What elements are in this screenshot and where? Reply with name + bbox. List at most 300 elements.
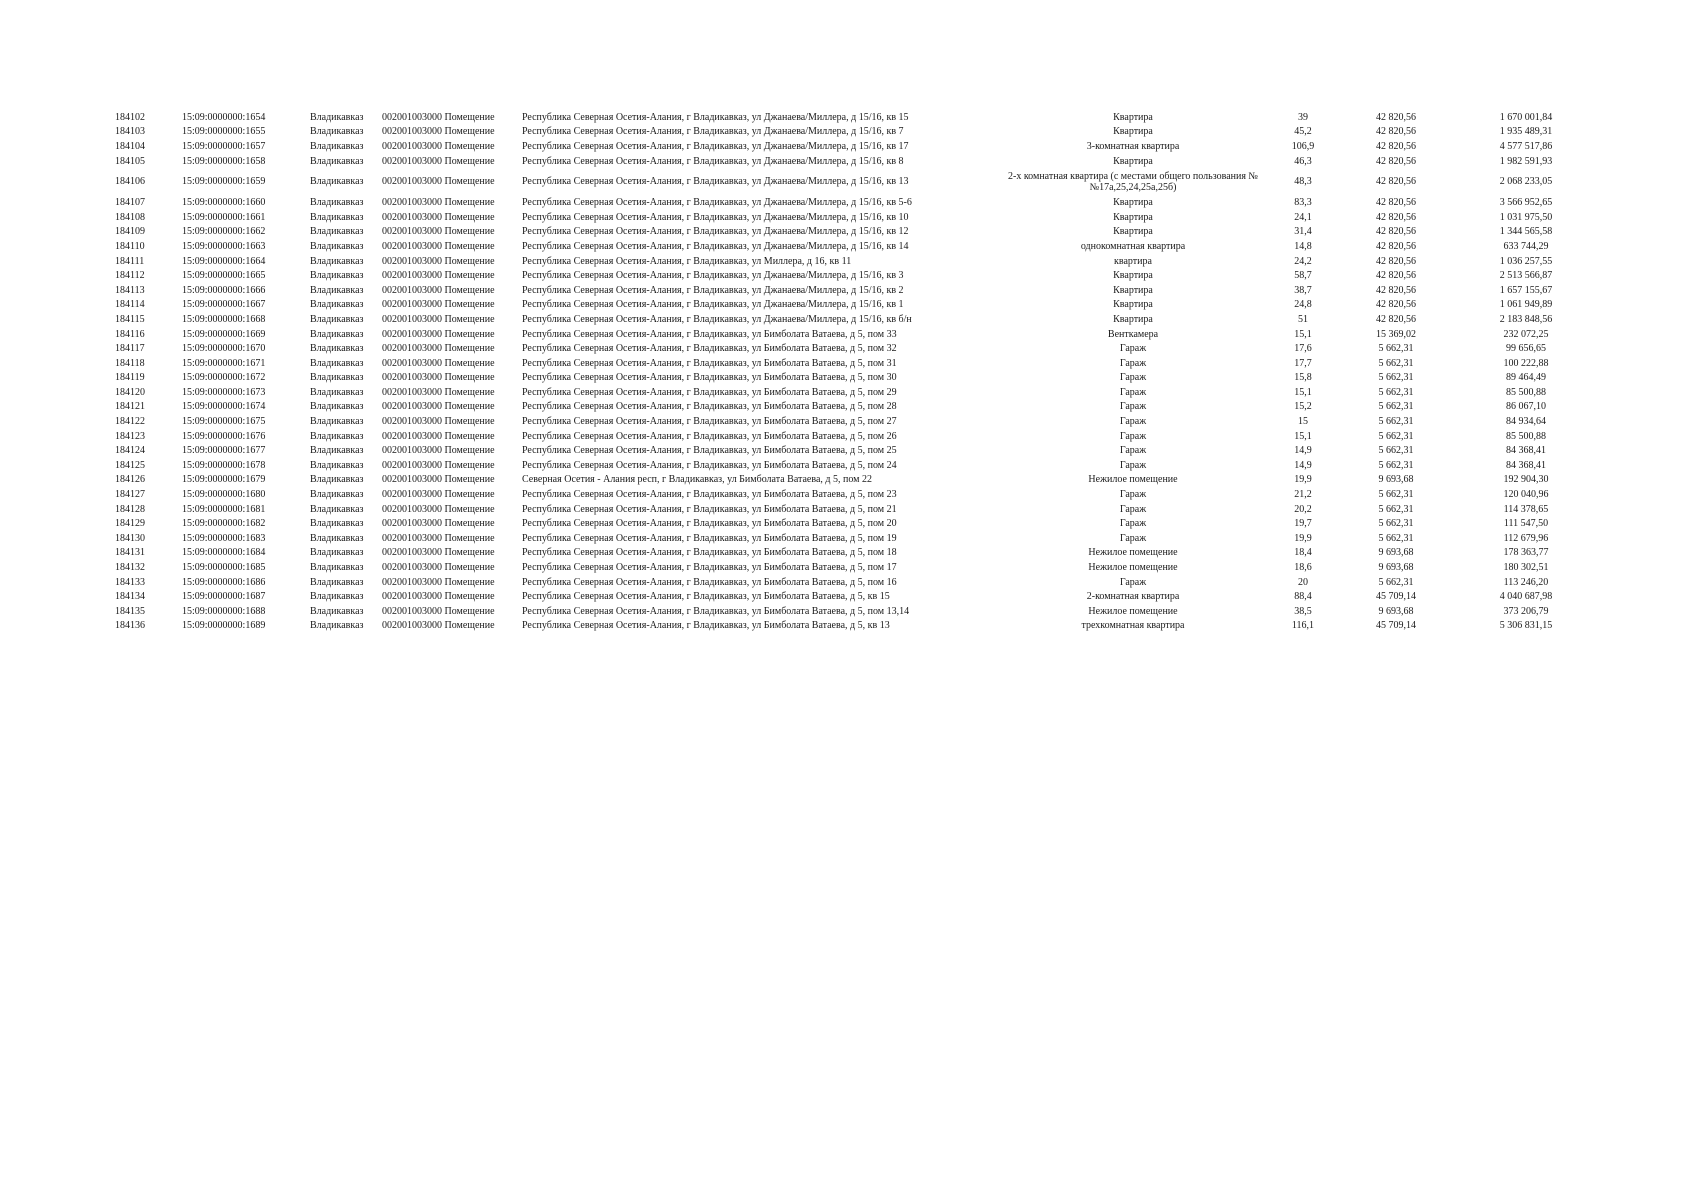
cell-cadastral-value: 3 566 952,65: [1499, 197, 1553, 209]
margin-spacer: [1597, 239, 1697, 254]
cell-address: Республика Северная Осетия-Алания, г Владикавказ, ул Бимболата Ватаева, д 5, пом 26: [522, 430, 897, 442]
table-row: [0, 487, 1697, 502]
cell-object-code: 002001003000 Помещение: [382, 474, 495, 486]
cell-cadastral-value: 1 036 257,55: [1499, 255, 1553, 267]
cell-cadastral-value: 2 183 848,56: [1499, 313, 1553, 325]
cell-object-code: 002001003000 Помещение: [382, 155, 495, 167]
cell-area: 15,1: [1294, 430, 1312, 442]
margin-spacer: [1597, 268, 1697, 283]
cell-object-code: 002001003000 Помещение: [382, 111, 495, 123]
cell-area: 39: [1298, 111, 1308, 123]
margin-spacer: [1597, 195, 1697, 210]
cell-cadastral-number: 15:09:0000000:1664: [182, 255, 266, 267]
cell-object-code: 002001003000 Помещение: [382, 357, 495, 369]
cell-record-id: 184127: [115, 489, 145, 501]
cell-rate-per-sqm: 45 709,14: [1376, 591, 1416, 603]
cell-object-code: 002001003000 Помещение: [382, 226, 495, 238]
cell-area: 38,7: [1294, 284, 1312, 296]
cell-rate-per-sqm: 5 662,31: [1378, 416, 1414, 428]
cell-premises-type: Гараж: [1119, 445, 1147, 457]
cell-rate-per-sqm: 42 820,56: [1376, 284, 1416, 296]
margin-spacer: [1597, 298, 1697, 313]
cell-object-code: 002001003000 Помещение: [382, 605, 495, 617]
cell-address: Республика Северная Осетия-Алания, г Владикавказ, ул Бимболата Ватаева, д 5, пом 33: [522, 328, 897, 340]
cell-area: 46,3: [1294, 155, 1312, 167]
table-row: [0, 239, 1697, 254]
cell-cadastral-value: 232 072,25: [1503, 328, 1549, 340]
cell-rate-per-sqm: 42 820,56: [1376, 240, 1416, 252]
cell-area: 15,1: [1294, 386, 1312, 398]
cell-object-code: 002001003000 Помещение: [382, 372, 495, 384]
cell-object-code: 002001003000 Помещение: [382, 503, 495, 515]
cell-cadastral-number: 15:09:0000000:1666: [182, 284, 266, 296]
cell-address: Республика Северная Осетия-Алания, г Владикавказ, ул Бимболата Ватаева, д 5, пом 29: [522, 386, 897, 398]
cell-city: Владикавказ: [310, 562, 364, 574]
cell-premises-type: 3-комнатная квартира: [1086, 140, 1180, 152]
cell-object-code: 002001003000 Помещение: [382, 620, 495, 632]
cell-rate-per-sqm: 5 662,31: [1378, 576, 1414, 588]
cell-record-id: 184106: [115, 176, 145, 188]
cell-city: Владикавказ: [310, 430, 364, 442]
cell-object-code: 002001003000 Помещение: [382, 211, 495, 223]
cell-address: Республика Северная Осетия-Алания, г Владикавказ, ул Джанаева/Миллера, д 15/16, кв 13: [522, 176, 909, 188]
cell-city: Владикавказ: [310, 140, 364, 152]
cell-object-code: 002001003000 Помещение: [382, 343, 495, 355]
cell-record-id: 184103: [115, 126, 145, 138]
cell-area: 19,9: [1294, 532, 1312, 544]
cell-cadastral-value: 112 679,96: [1503, 532, 1549, 544]
cell-record-id: 184110: [115, 240, 145, 252]
cell-city: Владикавказ: [310, 591, 364, 603]
cell-address: Республика Северная Осетия-Алания, г Владикавказ, ул Бимболата Ватаева, д 5, пом 32: [522, 343, 897, 355]
cell-area: 15,1: [1294, 328, 1312, 340]
cell-object-code: 002001003000 Помещение: [382, 313, 495, 325]
cell-cadastral-value: 89 464,49: [1506, 372, 1546, 384]
cell-address: Республика Северная Осетия-Алания, г Владикавказ, ул Бимболата Ватаева, д 5, пом 23: [522, 489, 897, 501]
cell-rate-per-sqm: 5 662,31: [1378, 357, 1414, 369]
cell-record-id: 184123: [115, 430, 145, 442]
table-row: [0, 298, 1697, 313]
cell-address: Республика Северная Осетия-Алания, г Владикавказ, ул Джанаева/Миллера, д 15/16, кв 17: [522, 140, 909, 152]
cell-cadastral-number: 15:09:0000000:1657: [182, 140, 266, 152]
cell-cadastral-value: 86 067,10: [1506, 401, 1546, 413]
cell-object-code: 002001003000 Помещение: [382, 416, 495, 428]
cell-area: 18,6: [1294, 562, 1312, 574]
margin-spacer: [1597, 531, 1697, 546]
margin-spacer: [1597, 604, 1697, 619]
cell-area: 14,9: [1294, 459, 1312, 471]
cell-city: Владикавказ: [310, 176, 364, 188]
cell-city: Владикавказ: [310, 226, 364, 238]
cell-address: Республика Северная Осетия-Алания, г Владикавказ, ул Джанаева/Миллера, д 15/16, кв 1: [522, 299, 904, 311]
cell-address: Республика Северная Осетия-Алания, г Владикавказ, ул Бимболата Ватаева, д 5, пом 19: [522, 532, 897, 544]
cell-cadastral-number: 15:09:0000000:1673: [182, 386, 266, 398]
cell-object-code: 002001003000 Помещение: [382, 401, 495, 413]
cell-city: Владикавказ: [310, 255, 364, 267]
cell-cadastral-value: 1 061 949,89: [1499, 299, 1553, 311]
margin-spacer: [1597, 125, 1697, 140]
table-row: [0, 560, 1697, 575]
cell-object-code: 002001003000 Помещение: [382, 489, 495, 501]
margin-spacer: [1597, 385, 1697, 400]
cell-cadastral-value: 5 306 831,15: [1499, 620, 1553, 632]
cell-object-code: 002001003000 Помещение: [382, 197, 495, 209]
cell-address: Республика Северная Осетия-Алания, г Владикавказ, ул Бимболата Ватаева, д 5, пом 17: [522, 562, 897, 574]
cell-cadastral-number: 15:09:0000000:1683: [182, 532, 266, 544]
margin-spacer: [1597, 473, 1697, 488]
cell-city: Владикавказ: [310, 620, 364, 632]
cell-area: 24,2: [1294, 255, 1312, 267]
cell-address: Республика Северная Осетия-Алания, г Владикавказ, ул Бимболата Ватаева, д 5, пом 16: [522, 576, 897, 588]
cell-premises-type: Квартира: [1113, 313, 1153, 325]
cell-premises-type: Нежилое помещение: [1088, 562, 1178, 574]
cell-rate-per-sqm: 42 820,56: [1376, 313, 1416, 325]
cell-record-id: 184132: [115, 562, 145, 574]
table-row: [0, 400, 1697, 415]
cell-cadastral-value: 4 577 517,86: [1499, 140, 1553, 152]
cell-record-id: 184128: [115, 503, 145, 515]
cell-object-code: 002001003000 Помещение: [382, 126, 495, 138]
cell-cadastral-value: 2 513 566,87: [1499, 270, 1553, 282]
margin-spacer: [1597, 210, 1697, 225]
cell-rate-per-sqm: 9 693,68: [1378, 547, 1414, 559]
cell-premises-type: Гараж: [1119, 430, 1147, 442]
cell-record-id: 184114: [115, 299, 145, 311]
cell-cadastral-number: 15:09:0000000:1688: [182, 605, 266, 617]
cell-address: Республика Северная Осетия-Алания, г Владикавказ, ул Джанаева/Миллера, д 15/16, кв 14: [522, 240, 909, 252]
cell-cadastral-number: 15:09:0000000:1655: [182, 126, 266, 138]
cell-object-code: 002001003000 Помещение: [382, 445, 495, 457]
cell-object-code: 002001003000 Помещение: [382, 284, 495, 296]
margin-spacer: [1597, 254, 1697, 269]
cell-address: Республика Северная Осетия-Алания, г Владикавказ, ул Джанаева/Миллера, д 15/16, кв 8: [522, 155, 904, 167]
table-row: [0, 139, 1697, 154]
cell-record-id: 184115: [115, 313, 145, 325]
cell-premises-type: Гараж: [1119, 416, 1147, 428]
cell-cadastral-number: 15:09:0000000:1665: [182, 270, 266, 282]
cell-area: 24,1: [1294, 211, 1312, 223]
cell-address: Республика Северная Осетия-Алания, г Владикавказ, ул Бимболата Ватаева, д 5, пом 25: [522, 445, 897, 457]
cell-area: 20: [1298, 576, 1308, 588]
margin-spacer: [1597, 414, 1697, 429]
cell-area: 20,2: [1294, 503, 1312, 515]
cell-address: Республика Северная Осетия-Алания, г Владикавказ, ул Джанаева/Миллера, д 15/16, кв 10: [522, 211, 909, 223]
margin-spacer: [1597, 356, 1697, 371]
cell-city: Владикавказ: [310, 155, 364, 167]
cell-record-id: 184109: [115, 226, 145, 238]
cell-premises-type: Гараж: [1119, 518, 1147, 530]
cell-city: Владикавказ: [310, 489, 364, 501]
cell-rate-per-sqm: 42 820,56: [1376, 211, 1416, 223]
cell-record-id: 184125: [115, 459, 145, 471]
cell-address: Республика Северная Осетия-Алания, г Владикавказ, ул Джанаева/Миллера, д 15/16, кв 7: [522, 126, 904, 138]
cell-address: Республика Северная Осетия-Алания, г Владикавказ, ул Бимболата Ватаева, д 5, пом 28: [522, 401, 897, 413]
cell-record-id: 184113: [115, 284, 145, 296]
cell-object-code: 002001003000 Помещение: [382, 562, 495, 574]
cell-premises-type: Квартира: [1113, 226, 1153, 238]
table-row: [0, 502, 1697, 517]
cell-object-code: 002001003000 Помещение: [382, 386, 495, 398]
cell-city: Владикавказ: [310, 503, 364, 515]
table-row: [0, 356, 1697, 371]
cell-cadastral-number: 15:09:0000000:1668: [182, 313, 266, 325]
cell-address: Республика Северная Осетия-Алания, г Владикавказ, ул Джанаева/Миллера, д 15/16, кв 15: [522, 111, 909, 123]
cell-cadastral-number: 15:09:0000000:1684: [182, 547, 266, 559]
margin-spacer: [1597, 139, 1697, 154]
margin-spacer: [1597, 371, 1697, 386]
cell-premises-type: Квартира: [1113, 284, 1153, 296]
cell-city: Владикавказ: [310, 372, 364, 384]
cell-cadastral-value: 178 363,77: [1503, 547, 1549, 559]
table-row: [0, 546, 1697, 561]
margin-spacer: [1597, 283, 1697, 298]
cell-premises-type: Квартира: [1113, 211, 1153, 223]
table-row: [0, 254, 1697, 269]
cell-address: Республика Северная Осетия-Алания, г Владикавказ, ул Джанаева/Миллера, д 15/16, кв 12: [522, 226, 909, 238]
cell-city: Владикавказ: [310, 270, 364, 282]
cell-record-id: 184129: [115, 518, 145, 530]
cell-premises-type: Квартира: [1113, 111, 1153, 123]
cell-record-id: 184116: [115, 328, 145, 340]
cell-cadastral-number: 15:09:0000000:1671: [182, 357, 266, 369]
cell-cadastral-value: 373 206,79: [1503, 605, 1549, 617]
cell-cadastral-number: 15:09:0000000:1660: [182, 197, 266, 209]
cell-address: Республика Северная Осетия-Алания, г Владикавказ, ул Бимболата Ватаева, д 5, пом 21: [522, 503, 897, 515]
cell-rate-per-sqm: 42 820,56: [1376, 176, 1416, 188]
margin-spacer: [1597, 575, 1697, 590]
cell-address: Республика Северная Осетия-Алания, г Владикавказ, ул Бимболата Ватаева, д 5, кв 13: [522, 620, 890, 632]
cell-object-code: 002001003000 Помещение: [382, 459, 495, 471]
table-row: [0, 125, 1697, 140]
cell-cadastral-value: 1 031 975,50: [1499, 211, 1553, 223]
cell-city: Владикавказ: [310, 299, 364, 311]
cell-rate-per-sqm: 42 820,56: [1376, 155, 1416, 167]
cell-address: Республика Северная Осетия-Алания, г Владикавказ, ул Бимболата Ватаева, д 5, пом 30: [522, 372, 897, 384]
cell-premises-type: Нежилое помещение: [1088, 474, 1178, 486]
property-table: [0, 110, 1697, 633]
cell-rate-per-sqm: 42 820,56: [1376, 270, 1416, 282]
cell-record-id: 184102: [115, 111, 145, 123]
cell-record-id: 184135: [115, 605, 145, 617]
margin-spacer: [1597, 619, 1697, 634]
cell-object-code: 002001003000 Помещение: [382, 591, 495, 603]
table-row: [0, 168, 1697, 195]
cell-record-id: 184134: [115, 591, 145, 603]
cell-area: 19,7: [1294, 518, 1312, 530]
cell-cadastral-value: 4 040 687,98: [1499, 591, 1553, 603]
cell-area: 15,2: [1294, 401, 1312, 413]
cell-area: 51: [1298, 313, 1308, 325]
table-row: [0, 619, 1697, 634]
table-row: [0, 312, 1697, 327]
cell-premises-type: Гараж: [1119, 576, 1147, 588]
cell-premises-type: Гараж: [1119, 386, 1147, 398]
cell-area: 83,3: [1294, 197, 1312, 209]
cell-area: 88,4: [1294, 591, 1312, 603]
cell-city: Владикавказ: [310, 459, 364, 471]
margin-spacer: [1597, 400, 1697, 415]
cell-address: Республика Северная Осетия-Алания, г Владикавказ, ул Бимболата Ватаева, д 5, пом 31: [522, 357, 897, 369]
cell-area: 116,1: [1291, 620, 1315, 632]
cell-address: Республика Северная Осетия-Алания, г Владикавказ, ул Джанаева/Миллера, д 15/16, кв 3: [522, 270, 904, 282]
cell-city: Владикавказ: [310, 284, 364, 296]
cell-object-code: 002001003000 Помещение: [382, 518, 495, 530]
cell-city: Владикавказ: [310, 126, 364, 138]
cell-cadastral-number: 15:09:0000000:1663: [182, 240, 266, 252]
cell-cadastral-value: 84 934,64: [1506, 416, 1546, 428]
cell-record-id: 184130: [115, 532, 145, 544]
cell-cadastral-number: 15:09:0000000:1659: [182, 176, 266, 188]
cell-premises-type: Квартира: [1113, 299, 1153, 311]
cell-rate-per-sqm: 5 662,31: [1378, 343, 1414, 355]
cell-object-code: 002001003000 Помещение: [382, 576, 495, 588]
table-row: [0, 268, 1697, 283]
cell-cadastral-value: 180 302,51: [1503, 562, 1549, 574]
margin-spacer: [1597, 225, 1697, 240]
cell-premises-type: 2-х комнатная квартира (с местами общего пользования №№17а,25,24,25а,25б): [1008, 170, 1258, 193]
cell-record-id: 184107: [115, 197, 145, 209]
cell-address: Республика Северная Осетия-Алания, г Владикавказ, ул Бимболата Ватаева, д 5, пом 13,14: [522, 605, 910, 617]
cell-record-id: 184136: [115, 620, 145, 632]
cell-record-id: 184119: [115, 372, 145, 384]
table-row: [0, 371, 1697, 386]
cell-object-code: 002001003000 Помещение: [382, 270, 495, 282]
cell-area: 14,9: [1294, 445, 1312, 457]
cell-cadastral-number: 15:09:0000000:1682: [182, 518, 266, 530]
cell-city: Владикавказ: [310, 211, 364, 223]
cell-cadastral-value: 85 500,88: [1506, 430, 1546, 442]
cell-rate-per-sqm: 5 662,31: [1378, 459, 1414, 471]
cell-premises-type: Квартира: [1113, 126, 1153, 138]
cell-premises-type: Гараж: [1119, 503, 1147, 515]
table-row: [0, 458, 1697, 473]
cell-rate-per-sqm: 5 662,31: [1378, 518, 1414, 530]
margin-spacer: [1597, 312, 1697, 327]
cell-address: Республика Северная Осетия-Алания, г Владикавказ, ул Джанаева/Миллера, д 15/16, кв б/н: [522, 313, 912, 325]
cell-record-id: 184133: [115, 576, 145, 588]
cell-city: Владикавказ: [310, 474, 364, 486]
cell-address: Республика Северная Осетия-Алания, г Владикавказ, ул Миллера, д 16, кв 11: [522, 255, 852, 267]
cell-area: 18,4: [1294, 547, 1312, 559]
cell-cadastral-number: 15:09:0000000:1675: [182, 416, 266, 428]
cell-city: Владикавказ: [310, 197, 364, 209]
cell-address: Республика Северная Осетия-Алания, г Владикавказ, ул Бимболата Ватаева, д 5, пом 18: [522, 547, 897, 559]
cell-cadastral-number: 15:09:0000000:1679: [182, 474, 266, 486]
cell-premises-type: Гараж: [1119, 343, 1147, 355]
cell-cadastral-value: 84 368,41: [1506, 459, 1546, 471]
cell-rate-per-sqm: 42 820,56: [1376, 255, 1416, 267]
cell-object-code: 002001003000 Помещение: [382, 430, 495, 442]
table-row: [0, 429, 1697, 444]
cell-area: 58,7: [1294, 270, 1312, 282]
cell-premises-type: Гараж: [1119, 532, 1147, 544]
margin-spacer: [1597, 458, 1697, 473]
margin-spacer: [1597, 502, 1697, 517]
cell-city: Владикавказ: [310, 605, 364, 617]
cell-cadastral-number: 15:09:0000000:1670: [182, 343, 266, 355]
table-row: [0, 575, 1697, 590]
cell-area: 17,6: [1294, 343, 1312, 355]
cell-rate-per-sqm: 5 662,31: [1378, 430, 1414, 442]
cell-rate-per-sqm: 42 820,56: [1376, 299, 1416, 311]
margin-spacer: [1597, 168, 1697, 195]
cell-object-code: 002001003000 Помещение: [382, 532, 495, 544]
cell-cadastral-number: 15:09:0000000:1658: [182, 155, 266, 167]
margin-spacer: [1597, 560, 1697, 575]
cell-object-code: 002001003000 Помещение: [382, 547, 495, 559]
cell-cadastral-value: 84 368,41: [1506, 445, 1546, 457]
cell-record-id: 184105: [115, 155, 145, 167]
cell-cadastral-number: 15:09:0000000:1680: [182, 489, 266, 501]
cell-cadastral-number: 15:09:0000000:1667: [182, 299, 266, 311]
cell-rate-per-sqm: 42 820,56: [1376, 140, 1416, 152]
cell-premises-type: трехкомнатная квартира: [1081, 620, 1185, 632]
cell-cadastral-value: 111 547,50: [1503, 518, 1549, 530]
cell-cadastral-value: 99 656,65: [1506, 343, 1546, 355]
cell-rate-per-sqm: 42 820,56: [1376, 126, 1416, 138]
cell-area: 31,4: [1294, 226, 1312, 238]
cell-address: Республика Северная Осетия-Алания, г Владикавказ, ул Бимболата Ватаева, д 5, кв 15: [522, 591, 890, 603]
cell-object-code: 002001003000 Помещение: [382, 176, 495, 188]
cell-rate-per-sqm: 9 693,68: [1378, 474, 1414, 486]
cell-area: 19,9: [1294, 474, 1312, 486]
cell-cadastral-number: 15:09:0000000:1686: [182, 576, 266, 588]
cell-city: Владикавказ: [310, 416, 364, 428]
cell-area: 38,5: [1294, 605, 1312, 617]
cell-cadastral-number: 15:09:0000000:1654: [182, 111, 266, 123]
cell-cadastral-value: 633 744,29: [1503, 240, 1549, 252]
cell-address: Республика Северная Осетия-Алания, г Владикавказ, ул Бимболата Ватаева, д 5, пом 24: [522, 459, 897, 471]
cell-city: Владикавказ: [310, 328, 364, 340]
cell-rate-per-sqm: 45 709,14: [1376, 620, 1416, 632]
table-row: [0, 327, 1697, 342]
cell-rate-per-sqm: 15 369,02: [1376, 328, 1416, 340]
cell-area: 14,8: [1294, 240, 1312, 252]
cell-city: Владикавказ: [310, 576, 364, 588]
margin-spacer: [1597, 327, 1697, 342]
cell-premises-type: Квартира: [1113, 270, 1153, 282]
cell-premises-type: Венткамера: [1107, 328, 1159, 340]
cell-rate-per-sqm: 9 693,68: [1378, 605, 1414, 617]
cell-record-id: 184118: [115, 357, 145, 369]
table-row: [0, 283, 1697, 298]
table-row: [0, 210, 1697, 225]
cell-city: Владикавказ: [310, 547, 364, 559]
table-row: [0, 604, 1697, 619]
cell-cadastral-number: 15:09:0000000:1672: [182, 372, 266, 384]
cell-record-id: 184120: [115, 386, 145, 398]
cell-object-code: 002001003000 Помещение: [382, 240, 495, 252]
table-body: [0, 110, 1697, 633]
margin-spacer: [1597, 516, 1697, 531]
cell-city: Владикавказ: [310, 343, 364, 355]
cell-rate-per-sqm: 5 662,31: [1378, 386, 1414, 398]
table-row: [0, 341, 1697, 356]
margin-spacer: [1597, 546, 1697, 561]
cell-city: Владикавказ: [310, 518, 364, 530]
cell-cadastral-value: 100 222,88: [1503, 357, 1549, 369]
cell-cadastral-value: 1 657 155,67: [1499, 284, 1553, 296]
cell-object-code: 002001003000 Помещение: [382, 140, 495, 152]
cell-premises-type: 2-комнатная квартира: [1086, 591, 1180, 603]
table-row: [0, 443, 1697, 458]
cell-premises-type: Гараж: [1119, 401, 1147, 413]
cell-record-id: 184124: [115, 445, 145, 457]
cell-premises-type: Гараж: [1119, 489, 1147, 501]
cell-premises-type: Квартира: [1113, 197, 1153, 209]
cell-cadastral-value: 1 982 591,93: [1499, 155, 1553, 167]
table-row: [0, 531, 1697, 546]
